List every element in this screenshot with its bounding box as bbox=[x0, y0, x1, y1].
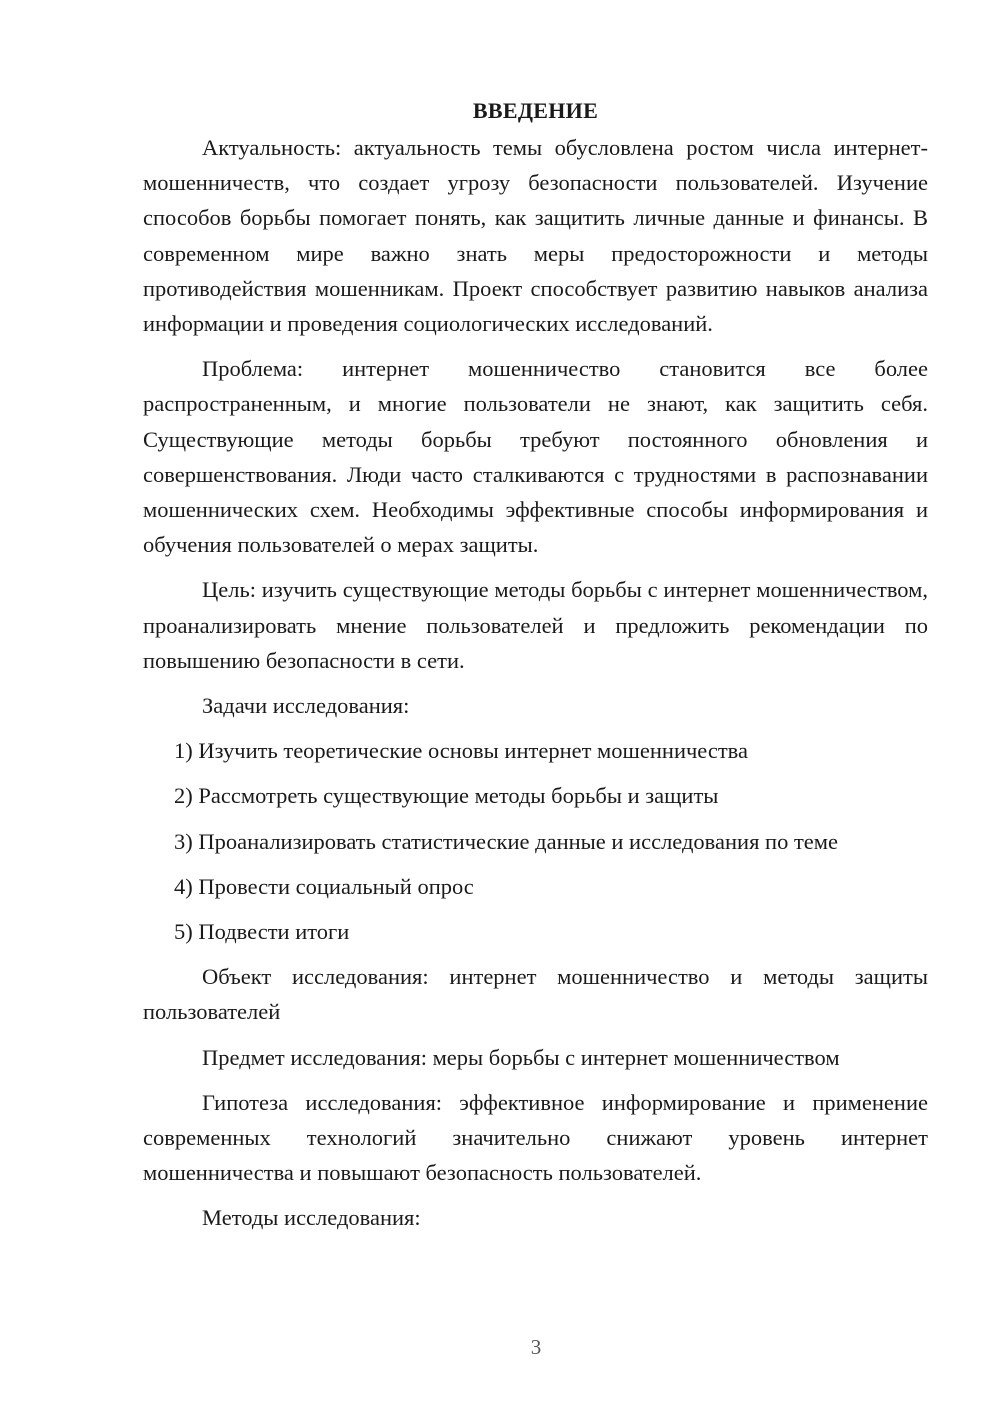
tasks-label: Задачи исследования: bbox=[202, 693, 410, 719]
hypothesis-paragraph: Гипотеза исследования: эффективное информирование и применение современных технологий значительно снижают уровень интернет мошенничества и повышают безопасность пользователей. bbox=[143, 1089, 928, 1186]
section-heading: ВВЕДЕНИЕ bbox=[472, 98, 599, 123]
problem-paragraph: Проблема: интернет мошенничество становится все более распространенным, и многие пользователи не знают, как защитить себя. Существующие методы борьбы требуют постоянного обновления и совершенствования. Люди часто сталкиваются с трудностями в распознавании мошеннических схем. Необходимы эффективные способы информирования и обучения пользователей о мерах защиты. bbox=[143, 356, 928, 558]
object-paragraph: Объект исследования: интернет мошенничество и методы защиты пользователей bbox=[143, 964, 928, 1025]
task-item-5: 5) Подвести итоги bbox=[174, 919, 350, 945]
methods-label: Методы исследования: bbox=[202, 1205, 421, 1231]
tasks-list bbox=[143, 733, 928, 949]
task-item-2: 2) Рассмотреть существующие методы борьбы и защиты bbox=[174, 783, 719, 809]
task-item-1: 1) Изучить теоретические основы интернет мошенничества bbox=[174, 738, 748, 764]
task-item-4: 4) Провести социальный опрос bbox=[174, 873, 474, 899]
page-content bbox=[143, 96, 928, 1246]
page-number: 3 bbox=[530, 1335, 542, 1359]
goal-paragraph: Цель: изучить существующие методы борьбы с интернет мошенничеством, проанализировать мнение пользователей и предложить рекомендации по повышению безопасности в сети. bbox=[143, 577, 928, 673]
relevance-paragraph: Актуальность: актуальность темы обусловлена ростом числа интернет-мошенничеств, что создает угрозу безопасности пользователей. Изучение способов борьбы помогает понять, как защитить личные данные и финансы. В современном мире важно знать меры предосторожности и методы противодействия мошенникам. Проект способствует развитию навыков анализа информации и проведения социологических исследований. bbox=[143, 135, 928, 337]
task-item-3: 3) Проанализировать статистические данные и исследования по теме bbox=[174, 828, 839, 854]
subject-paragraph: Предмет исследования: меры борьбы с интернет мошенничеством bbox=[202, 1044, 840, 1070]
